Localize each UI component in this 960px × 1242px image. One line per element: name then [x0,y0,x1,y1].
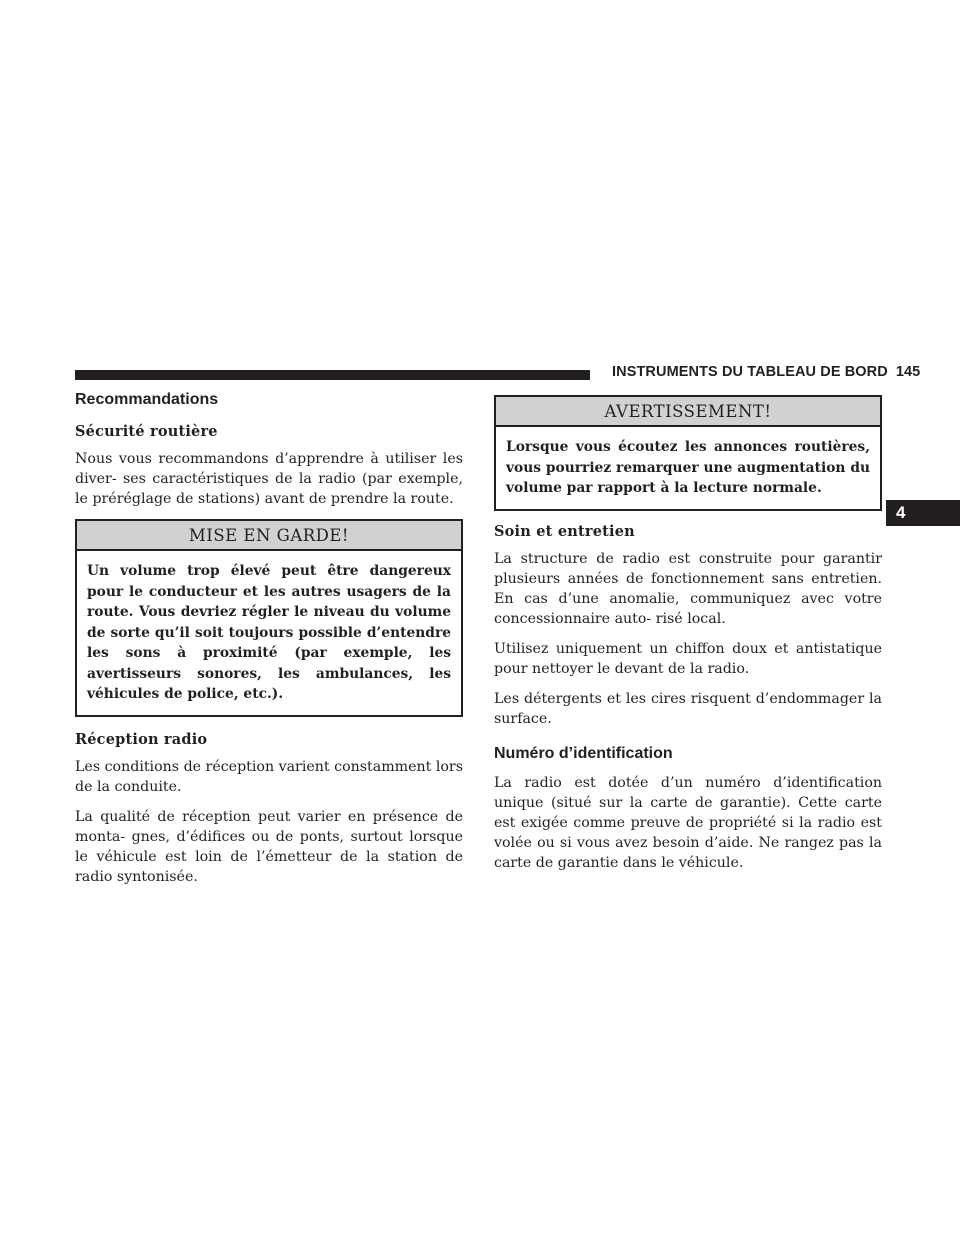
paragraph-soin-1: La structure de radio est construite pour garantir plusieurs années de fonctionnement sans entretien. En cas d’une anomalie, communiquez avec votre concessionnaire auto- risé local. [494,550,882,627]
paragraph-soin-3: Les détergents et les cires risquent d’endommager la surface. [494,690,882,727]
warning-body: Lorsque vous écoutez les annonces routières, vous pourriez remarquer une augmentation du volume par rapport à la lecture normale. [506,439,870,496]
warning-title: AVERTISSEMENT! [496,397,880,427]
header-rule [75,370,590,380]
paragraph-reception-1: Les conditions de réception varient constamment lors de la conduite. [75,758,463,795]
paragraph-reception-2: La qualité de réception peut varier en présence de monta- gnes, d’édifices ou de ponts, surtout lorsque le véhicule est loin de l’émetteur de la station de radio syntonisée. [75,808,463,885]
left-column [75,391,463,897]
chapter-number: 4 [896,503,906,522]
right-column [494,395,882,883]
warning-box [494,395,882,511]
subheading-securite: Sécurité routière [75,423,218,440]
section-title: INSTRUMENTS DU TABLEAU DE BORD [612,364,888,380]
heading-recommandations: Recommandations [75,391,219,408]
subheading-soin: Soin et entretien [494,522,635,540]
paragraph-securite: Nous vous recommandons d’apprendre à utiliser les diver- ses caractéristiques de la radio (par exemple, le préréglage de stations) avant de prendre la route. [75,451,463,507]
subheading-reception: Réception radio [75,730,208,748]
paragraph-soin-2: Utilisez uniquement un chiffon doux et antistatique pour nettoyer le devant de la radio. [494,640,882,677]
caution-body: Un volume trop élevé peut être dangereux pour le conducteur et les autres usagers de la route. Vous devriez régler le niveau du volume de sorte qu’il soit toujours possible d’entendre les sons à proximité (par exemple, les avertisseurs sonores, les ambulances, les véhicules de police, etc.). [87,563,451,702]
caution-title: MISE EN GARDE! [77,521,461,551]
page-number: 145 [895,364,921,380]
running-header [612,364,921,380]
chapter-tab [886,500,960,526]
heading-numero-identification: Numéro d’identification [494,744,673,762]
caution-box [75,519,463,717]
paragraph-identification: La radio est dotée d’un numéro d’identification unique (situé sur la carte de garantie). Cette carte est exigée comme preuve de propriété si la radio est volée ou si vous avez besoin d’aide. Ne rangez pas la carte de garantie dans le véhicule. [494,774,882,871]
